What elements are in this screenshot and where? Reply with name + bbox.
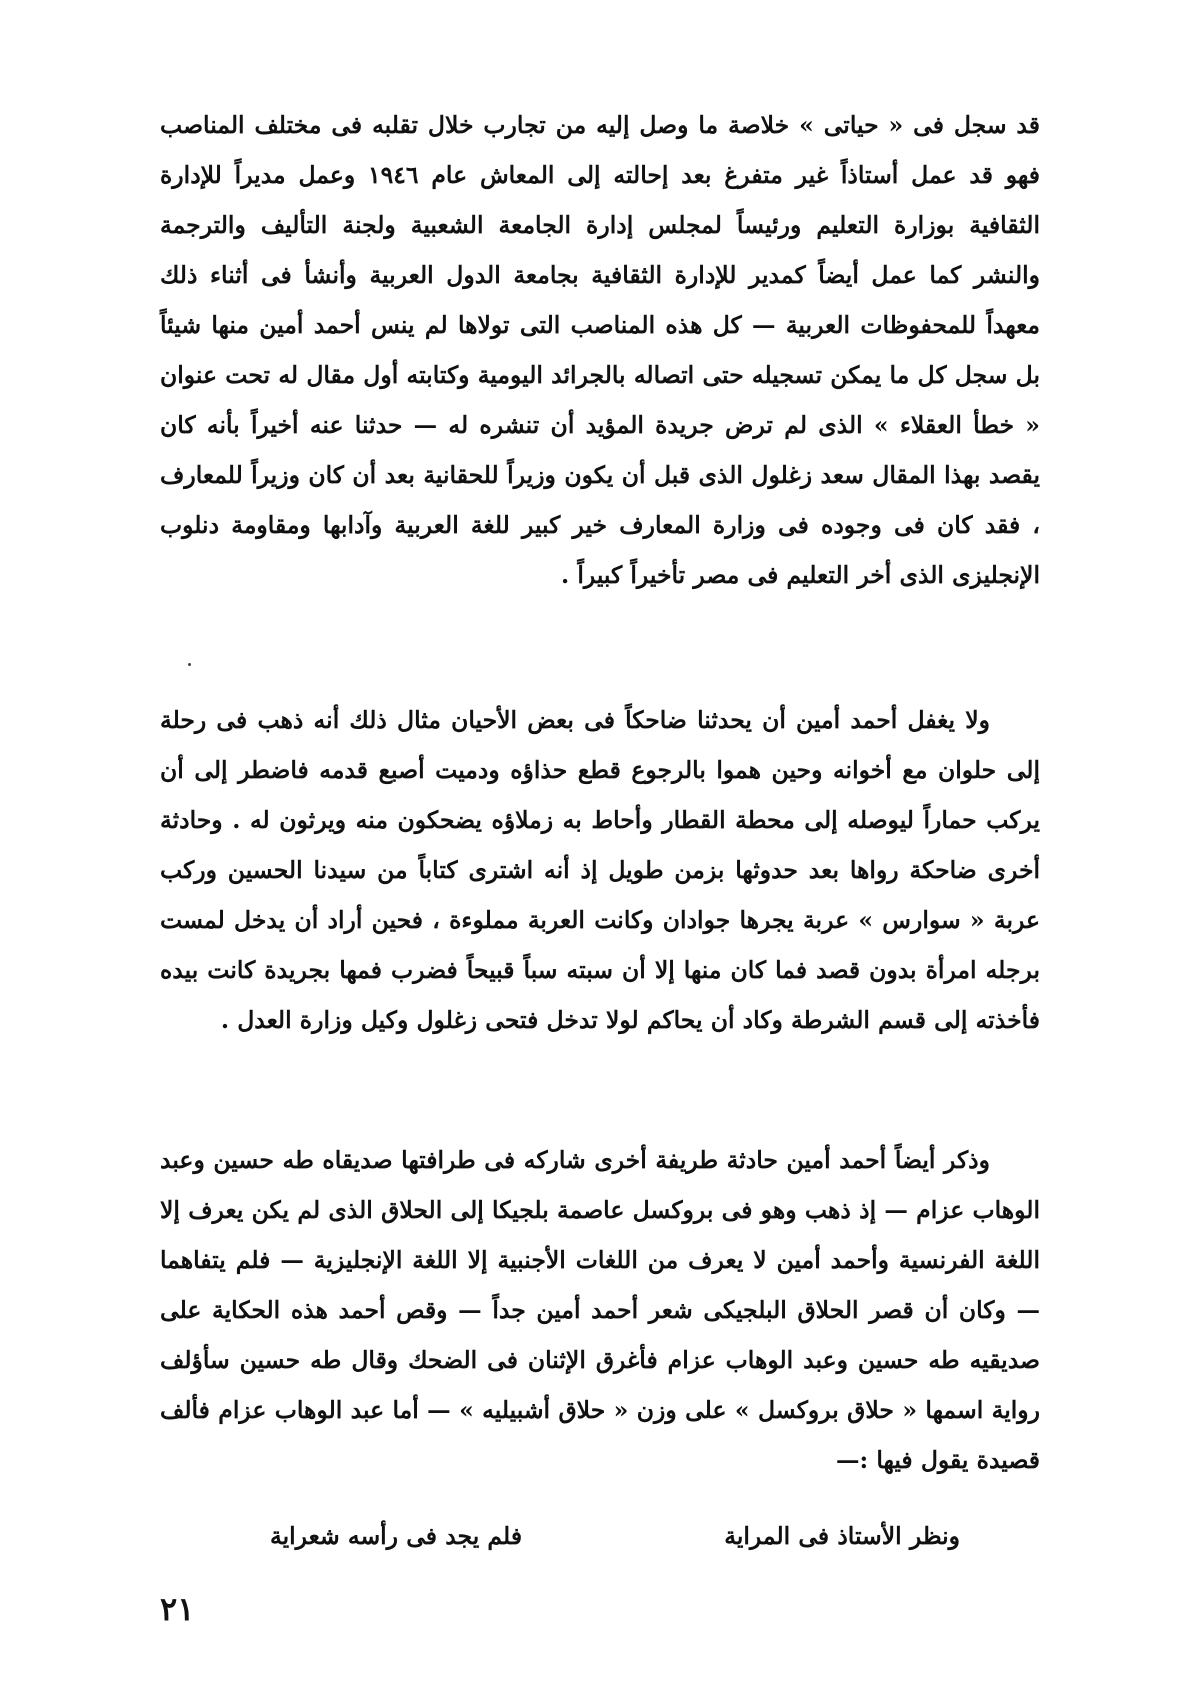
verse-first-hemistich: ونظر الأستاذ فى المراية [724,1522,960,1550]
paragraph-brussels-barber [160,1135,1040,1485]
paragraph-career [160,100,1040,600]
paragraph-anecdotes [160,695,1040,1045]
poem-verse [160,1511,1040,1561]
page-number: ٢١ [160,1590,195,1628]
paragraph-text: ولا يغفل أحمد أمين أن يحدثنا ضاحكاً فى بعض الأحيان مثال ذلك أنه ذهب فى رحلة إلى حلوان مع أخوانه وحين هموا بالرجوع قطع حذاؤه ودميت أصبع قدمه فاضطر إلى أن يركب حماراً ليوصله إلى محطة القطار وأحاط به زملاؤه يضحكون منه ويرثون له . وحادثة أخرى ضاحكة رواها بعد حدوثها بزمن طويل إذ أنه اشترى كتاباً من سيدنا الحسين وركب عربة « سوارس » عربة يجرها جوادان وكانت العربة مملوءة ، فحين أراد أن يدخل لمست برجله امرأة بدون قصد فما كان منها إلا أن سبته سباً قبيحاً فضرب فمها بجريدة كانت بيده فأخذته إلى قسم الشرطة وكاد أن يحاكم لولا تدخل فتحى زغلول وكيل وزارة العدل . [160,706,1040,1034]
paragraph-text: وذكر أيضاً أحمد أمين حادثة طريفة أخرى شاركه فى طرافتها صديقاه طه حسين وعبد الوهاب عزام — إذ ذهب وهو فى بروكسل عاصمة بلجيكا إلى الحلاق الذى لم يكن يعرف إلا اللغة الفرنسية وأحمد أمين لا يعرف من اللغات الأجنبية إلا اللغة الإنجليزية — فلم يتفاهما — وكان أن قصر الحلاق البلجيكى شعر أحمد أمين جداً — وقص أحمد هذه الحكاية على صديقيه طه حسين وعبد الوهاب عزام فأغرق الإثنان فى الضحك وقال طه حسين سأؤلف رواية اسمها « حلاق بروكسل » على وزن « حلاق أشبيليه » — أما عبد الوهاب عزام فألف قصيدة يقول فيها :— [160,1146,1040,1474]
paragraph-text: قد سجل فى « حياتى » خلاصة ما وصل إليه من تجارب خلال تقلبه فى مختلف المناصب فهو قد عمل أستاذاً غير متفرغ بعد إحالته إلى المعاش عام ١٩٤٦ وعمل مديراً للإدارة الثقافية بوزارة التعليم ورئيساً لمجلس إدارة الجامعة الشعبية ولجنة التأليف والترجمة والنشر كما عمل أيضاً كمدير للإدارة الثقافية بجامعة الدول العربية وأنشأ فى أثناء ذلك معهداً للمحفوظات العربية — كل هذه المناصب التى تولاها لم ينس أحمد أمين منها شيئاً بل سجل كل ما يمكن تسجيله حتى اتصاله بالجرائد اليومية وكتابته أول مقال له تحت عنوان « خطأ العقلاء » الذى لم ترض جريدة المؤيد أن تنشره له — حدثنا عنه أخيراً بأنه كان يقصد بهذا المقال سعد زغلول الذى قبل أن يكون وزيراً للحقانية بعد أن كان وزيراً للمعارف ، فقد كان فى وجوده فى وزارة المعارف خير كبير للغة العربية وآدابها ومقاومة دنلوب الإنجليزى الذى أخر التعليم فى مصر تأخيراً كبيراً . [160,111,1040,589]
verse-second-hemistich: فلم يجد فى رأسه شعراية [270,1522,523,1550]
print-speck [188,663,191,666]
